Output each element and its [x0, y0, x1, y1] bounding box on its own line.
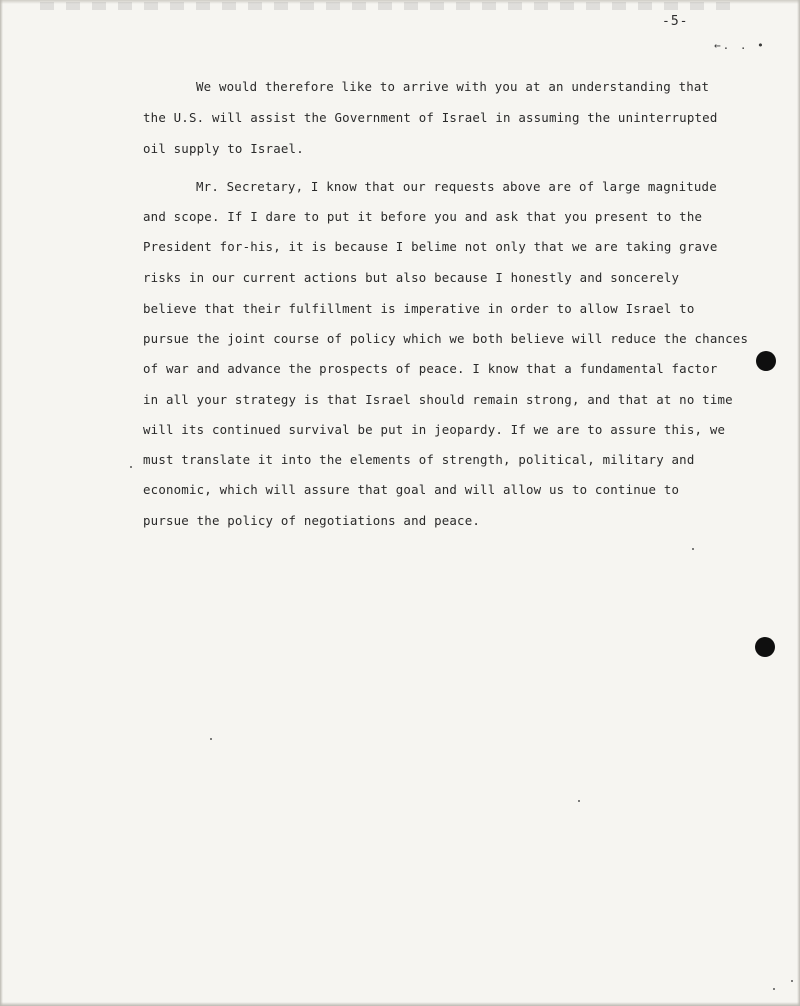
paragraph1-line: the U.S. will assist the Government of Israel in assuming the uninterrupted [143, 110, 718, 125]
paragraph1-line: We would therefore like to arrive with you at an understanding that [196, 79, 710, 94]
header-smudge [40, 2, 740, 10]
page-number: -5- [662, 14, 689, 29]
paragraph2-line: and scope. If I dare to put it before you and ask that you present to the [143, 209, 703, 224]
paragraph2-line: pursue the joint course of policy which we both believe will reduce the chances [143, 331, 749, 346]
scan-edge-bottom [0, 1002, 800, 1006]
scan-speck [773, 988, 775, 990]
scan-speck [791, 980, 793, 982]
paragraph2-line: believe that their fulfillment is imperative in order to allow Israel to [143, 301, 695, 316]
paragraph2-line: in all your strategy is that Israel should remain strong, and that at no time [143, 392, 733, 407]
scan-edge-left [0, 0, 3, 1006]
paragraph2-line: economic, which will assure that goal and will allow us to continue to [143, 482, 680, 497]
paragraph1-line: oil supply to Israel. [143, 141, 304, 156]
punch-hole [755, 637, 775, 657]
paragraph2-line: will its continued survival be put in jeopardy. If we are to assure this, we [143, 422, 726, 437]
paragraph2-line: pursue the policy of negotiations and peace. [143, 513, 481, 528]
paragraph2-line: Mr. Secretary, I know that our requests above are of large magnitude [196, 179, 717, 194]
paragraph2-line: of war and advance the prospects of peace. I know that a fundamental factor [143, 361, 718, 376]
scan-speck [692, 548, 694, 550]
scan-speck [130, 466, 132, 468]
scan-speck [210, 738, 212, 740]
corner-marks: ←. . • [714, 39, 766, 52]
punch-hole [756, 351, 776, 371]
paragraph2-line: risks in our current actions but also because I honestly and soncerely [143, 270, 680, 285]
paragraph2-line: must translate it into the elements of strength, political, military and [143, 452, 695, 467]
paragraph2-line: President for-his, it is because I belime not only that we are taking grave [143, 239, 718, 254]
scan-speck [578, 800, 580, 802]
